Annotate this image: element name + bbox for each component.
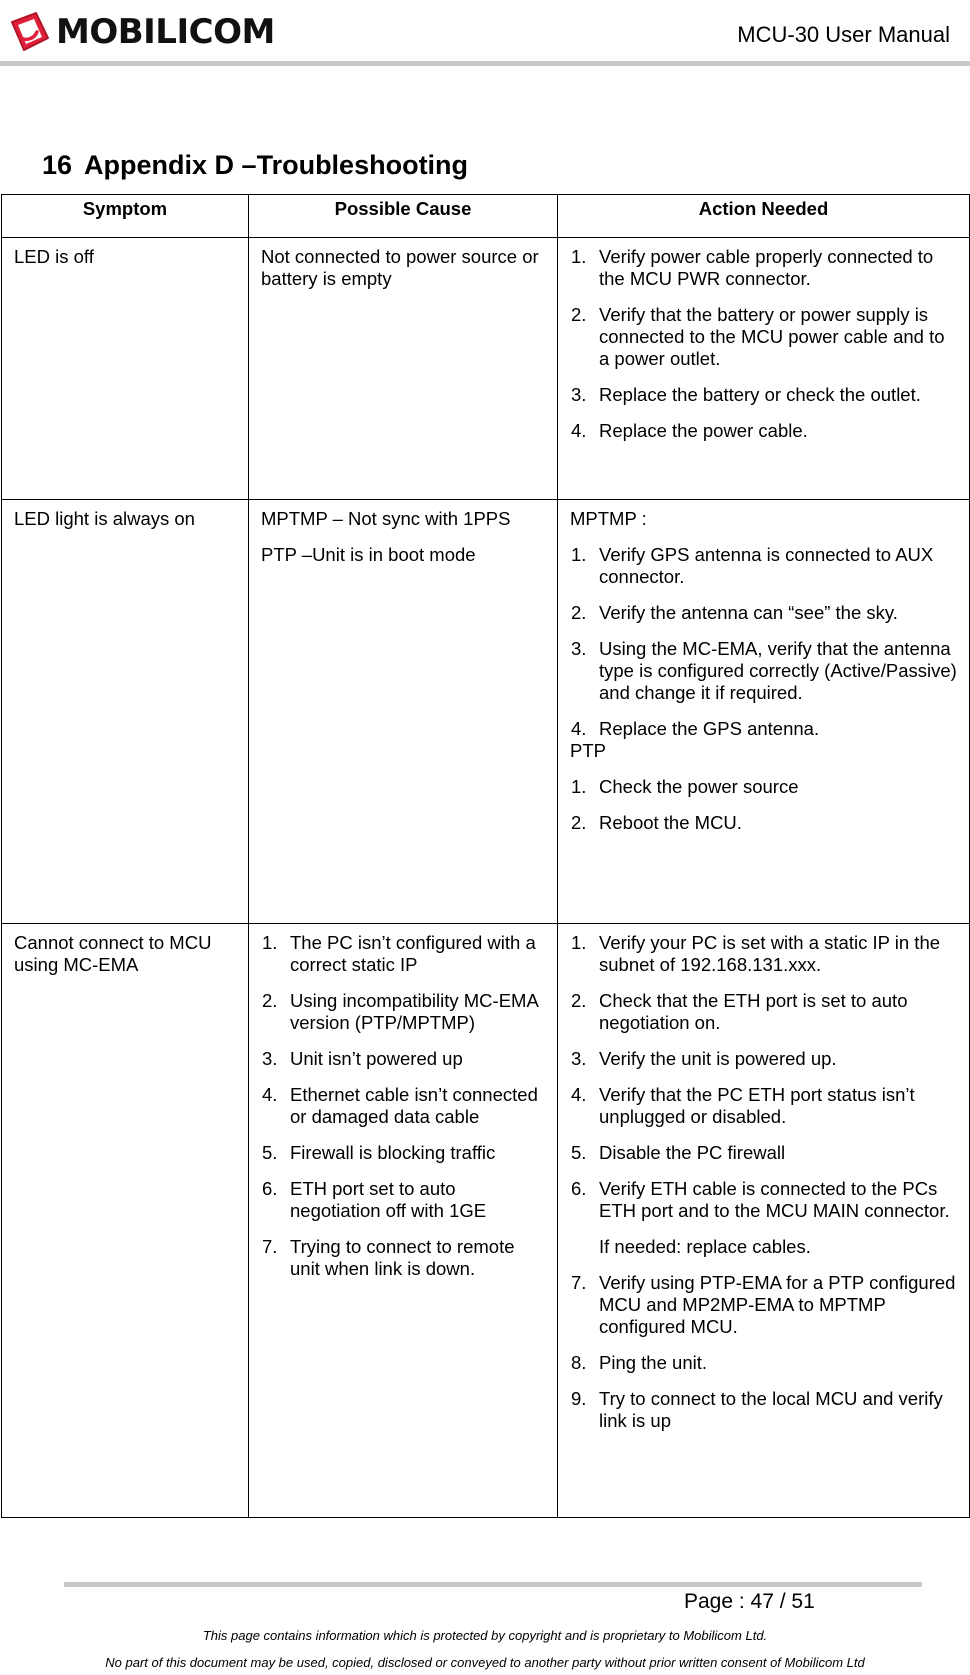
column-header-action-needed: Action Needed	[558, 195, 970, 238]
action-list	[570, 932, 957, 1432]
list-item: Verify using PTP-EMA for a PTP configured MCU and MP2MP-EMA to MPTMP configured MCU.	[599, 1272, 956, 1337]
mptmp-label: MPTMP :	[570, 508, 647, 529]
column-header-possible-cause: Possible Cause	[249, 195, 558, 238]
list-item: Check that the ETH port is set to auto negotiation on.	[599, 990, 908, 1033]
list-note: If needed: replace cables.	[599, 1236, 811, 1257]
list-item: Verify the antenna can “see” the sky.	[599, 602, 898, 623]
cause-cell: Not connected to power source or battery is empty	[249, 238, 558, 500]
action-cell	[558, 500, 970, 924]
ptp-action-list	[570, 776, 957, 834]
action-list	[570, 246, 957, 442]
column-header-symptom: Symptom	[2, 195, 249, 238]
list-item: Using incompatibility MC-EMA version (PTP/MPTMP)	[290, 990, 538, 1033]
list-item: ETH port set to auto negotiation off with 1GE	[290, 1178, 487, 1221]
list-item: Disable the PC firewall	[599, 1142, 786, 1163]
list-item: Unit isn’t powered up	[290, 1048, 463, 1069]
page-number: Page : 47 / 51	[684, 1590, 815, 1613]
table-row	[2, 238, 970, 500]
brand-name: MOBILICOM	[56, 12, 275, 52]
list-item: Ethernet cable isn’t connected or damaged data cable	[290, 1084, 538, 1127]
list-item: Try to connect to the local MCU and verify link is up	[599, 1388, 943, 1431]
list-item: Trying to connect to remote unit when link is down.	[290, 1236, 515, 1279]
symptom-cell: LED is off	[2, 238, 249, 500]
list-item: Firewall is blocking traffic	[290, 1142, 496, 1163]
cause-text: PTP –Unit is in boot mode	[261, 544, 476, 565]
legal-notice-line-2: No part of this document may be used, copied, disclosed or conveyed to another party without prior written consent of Mobilicom Ltd	[105, 1655, 865, 1670]
document-title: MCU-30 User Manual	[737, 22, 950, 47]
list-item: Verify GPS antenna is connected to AUX connector.	[599, 544, 934, 587]
table-header-row	[2, 195, 970, 238]
list-item: Verify power cable properly connected to the MCU PWR connector.	[599, 246, 934, 289]
list-item: Check the power source	[599, 776, 799, 797]
list-item: The PC isn’t configured with a correct static IP	[290, 932, 536, 975]
legal-notice-line-1: This page contains information which is protected by copyright and is proprietary to Mobilicom Ltd.	[202, 1628, 768, 1643]
list-item: Verify the unit is powered up.	[599, 1048, 837, 1069]
list-item: Replace the battery or check the outlet.	[599, 384, 921, 405]
section-heading	[42, 150, 468, 181]
cause-list	[261, 932, 545, 1280]
cause-cell	[249, 924, 558, 1518]
list-item: Verify ETH cable is connected to the PCs ETH port and to the MCU MAIN connector.	[599, 1178, 950, 1221]
troubleshooting-table	[1, 194, 970, 1518]
list-item: Reboot the MCU.	[599, 812, 742, 833]
section-number: 16	[42, 150, 73, 180]
cause-cell	[249, 500, 558, 924]
symptom-cell: LED light is always on	[2, 500, 249, 924]
cause-text: MPTMP – Not sync with 1PPS	[261, 508, 511, 529]
table-row	[2, 500, 970, 924]
list-item: Verify your PC is set with a static IP in the subnet of 192.168.131.xxx.	[599, 932, 941, 975]
ptp-label: PTP	[570, 740, 606, 761]
list-item: Ping the unit.	[599, 1352, 707, 1373]
list-item: Replace the power cable.	[599, 420, 808, 441]
list-item: Verify that the battery or power supply is connected to the MCU power cable and to a power outlet.	[599, 304, 945, 369]
page-header	[0, 0, 970, 70]
symptom-cell: Cannot connect to MCU using MC-EMA	[2, 924, 249, 1518]
table-row	[2, 924, 970, 1518]
footer-divider	[64, 1582, 922, 1587]
action-cell	[558, 238, 970, 500]
list-item: Verify that the PC ETH port status isn’t unplugged or disabled.	[599, 1084, 915, 1127]
header-divider	[0, 61, 970, 66]
list-item: Using the MC-EMA, verify that the antenna type is configured correctly (Active/Passive) and change it if required.	[599, 638, 957, 703]
mobilicom-logo-icon	[4, 8, 52, 56]
section-title: Appendix D –Troubleshooting	[84, 150, 469, 180]
list-item: Replace the GPS antenna.	[599, 718, 820, 739]
mptmp-action-list	[570, 544, 957, 740]
action-cell	[558, 924, 970, 1518]
brand-logo	[4, 8, 275, 56]
